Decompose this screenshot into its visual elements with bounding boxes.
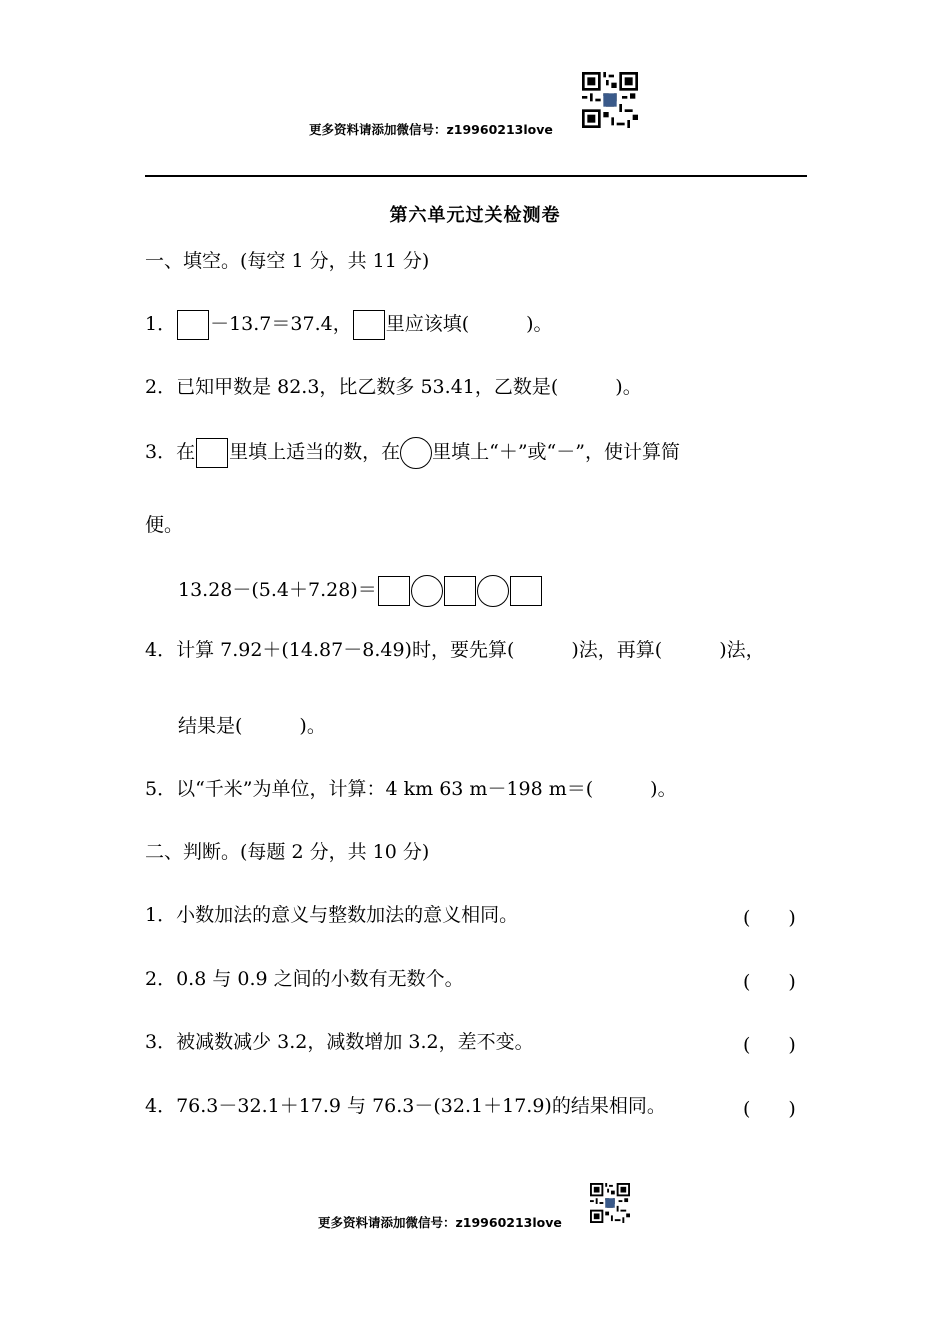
q1-part2: 里应该填( )。 <box>385 313 553 335</box>
q3-part2: 里填上“＋”或“－”，使计算简 <box>432 441 680 463</box>
q3-sample-circle <box>400 437 432 469</box>
q1-answer-box-1[interactable] <box>177 310 209 340</box>
footer-wechat-text: 更多资料请添加微信号：z19960213love <box>318 1215 562 1230</box>
q3-sample-box <box>196 438 228 468</box>
judge-item-4: 4．76.3－32.1＋17.9 与 76.3－(32.1＋17.9)的结果相同。 <box>145 1095 666 1117</box>
question-1 <box>145 310 553 340</box>
page-title: 第六单元过关检测卷 <box>389 205 561 226</box>
question-4-line2: 结果是( )。 <box>178 715 326 737</box>
q3-expr-text: 13.28－(5.4＋7.28)＝ <box>178 579 377 601</box>
question-5: 5．以“千米”为单位，计算：4 km 63 m－198 m＝( )。 <box>145 778 677 800</box>
judge-bracket-2[interactable]: ( ) <box>743 971 796 993</box>
judge-bracket-1[interactable]: ( ) <box>743 907 796 929</box>
judge-item-2: 2．0.8 与 0.9 之间的小数有无数个。 <box>145 968 464 990</box>
q3-part1: 里填上适当的数，在 <box>229 441 401 463</box>
judge-item-1: 1．小数加法的意义与整数加法的意义相同。 <box>145 904 519 926</box>
q1-part1: －13.7＝37.4， <box>210 313 352 335</box>
q3-operator-circle-2[interactable] <box>477 575 509 607</box>
qr-code-icon <box>582 72 638 128</box>
section1-heading: 一、填空。(每空 1 分，共 11 分) <box>145 250 430 272</box>
section2-heading: 二、判断。(每题 2 分，共 10 分) <box>145 841 430 863</box>
q3-answer-box-2[interactable] <box>444 576 476 606</box>
footer-qr-code-icon <box>590 1183 630 1223</box>
q1-number: 1． <box>145 313 177 335</box>
question-3-expression <box>178 575 543 607</box>
q3-answer-box-3[interactable] <box>510 576 542 606</box>
judge-bracket-4[interactable]: ( ) <box>743 1098 796 1120</box>
question-3-line2: 便。 <box>145 514 184 536</box>
question-4: 4．计算 7.92＋(14.87－8.49)时，要先算( )法，再算( )法， <box>145 639 765 661</box>
q3-answer-box-1[interactable] <box>378 576 410 606</box>
header-wechat-text: 更多资料请添加微信号：z19960213love <box>309 122 553 137</box>
header-divider <box>145 175 807 177</box>
judge-item-3: 3．被减数减少 3.2，减数增加 3.2，差不变。 <box>145 1031 534 1053</box>
q3-prefix: 3．在 <box>145 441 196 463</box>
question-2: 2．已知甲数是 82.3，比乙数多 53.41，乙数是( )。 <box>145 376 642 398</box>
q1-answer-box-2[interactable] <box>353 310 385 340</box>
q3-operator-circle-1[interactable] <box>411 575 443 607</box>
judge-bracket-3[interactable]: ( ) <box>743 1034 796 1056</box>
question-3 <box>145 437 680 469</box>
